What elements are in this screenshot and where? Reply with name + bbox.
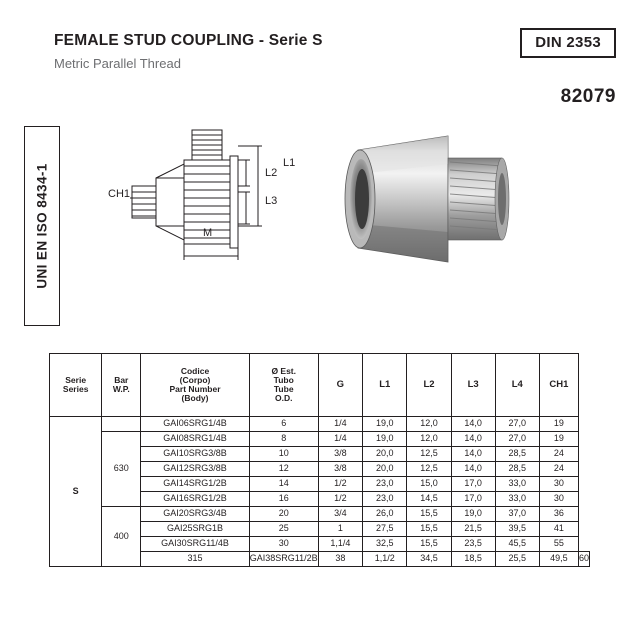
cell-od: 38 (318, 552, 362, 567)
cell-od: 16 (249, 492, 318, 507)
header-part-number: Codice (Corpo) Part Number (Body) (141, 354, 250, 417)
table-body (50, 417, 590, 567)
cell-g: 3/8 (318, 447, 362, 462)
cell-l1: 20,0 (363, 447, 407, 462)
cell-od: 8 (249, 432, 318, 447)
cell-l4: 27,0 (495, 432, 539, 447)
cell-l1: 23,0 (363, 492, 407, 507)
header-bar: Bar W.P. (102, 354, 141, 417)
standard-tab (24, 126, 60, 326)
cell-part-number: GAI10SRG3/8B (141, 447, 250, 462)
cell-l2: 12,0 (407, 432, 451, 447)
product-photo (330, 112, 530, 302)
product-code: 82079 (560, 86, 616, 107)
cell-g: 1/2 (318, 477, 362, 492)
cell-l2: 12,0 (407, 417, 451, 432)
page-subtitle: Metric Parallel Thread (54, 56, 181, 71)
cell-l3: 14,0 (451, 462, 495, 477)
label-ch1: CH1 (108, 188, 131, 200)
cell-ch1: 41 (539, 522, 578, 537)
cell-od: 6 (249, 417, 318, 432)
header-ch1: CH1 (539, 354, 578, 417)
cell-l2: 12,5 (407, 447, 451, 462)
spec-table-container (49, 353, 590, 567)
cell-l4: 33,0 (495, 492, 539, 507)
cell-g: 1,1/4 (318, 537, 362, 552)
cell-l3: 17,0 (451, 492, 495, 507)
header-series: Serie Series (50, 354, 102, 417)
cell-ch1: 60 (578, 552, 589, 567)
cell-l4: 39,5 (495, 522, 539, 537)
cell-ch1: 30 (539, 492, 578, 507)
cell-g: 1,1/2 (363, 552, 407, 567)
cell-part-number: GAI38SRG11/2B (249, 552, 318, 567)
cell-bar: 315 (141, 552, 250, 567)
header-l4: L4 (495, 354, 539, 417)
header-tube-od: Ø Est. Tubo Tube O.D. (249, 354, 318, 417)
cell-l1: 20,0 (363, 462, 407, 477)
cell-l3: 14,0 (451, 417, 495, 432)
label-l3: L3 (265, 195, 278, 207)
cell-ch1: 30 (539, 477, 578, 492)
cell-part-number: GAI12SRG3/8B (141, 462, 250, 477)
cell-ch1: 24 (539, 462, 578, 477)
table-row (50, 507, 590, 522)
cell-l1: 26,0 (363, 507, 407, 522)
cell-l3: 25,5 (495, 552, 539, 567)
cell-l4: 28,5 (495, 447, 539, 462)
cell-part-number: GAI25SRG1B (141, 522, 250, 537)
cell-l3: 23,5 (451, 537, 495, 552)
cell-l2: 14,5 (407, 492, 451, 507)
cell-l2: 15,5 (407, 507, 451, 522)
cell-l2: 18,5 (451, 552, 495, 567)
cell-od: 30 (249, 537, 318, 552)
cell-l4: 45,5 (495, 537, 539, 552)
cell-l4: 28,5 (495, 462, 539, 477)
cell-part-number: GAI14SRG1/2B (141, 477, 250, 492)
label-l1: L1 (283, 157, 296, 169)
cell-part-number: GAI30SRG11/4B (141, 537, 250, 552)
spec-table (49, 353, 590, 567)
cell-g: 1/4 (318, 417, 362, 432)
cell-l4: 27,0 (495, 417, 539, 432)
cell-od: 25 (249, 522, 318, 537)
cell-ch1: 55 (539, 537, 578, 552)
cell-l3: 19,0 (451, 507, 495, 522)
cell-od: 12 (249, 462, 318, 477)
cell-series: S (50, 417, 102, 567)
cell-od: 14 (249, 477, 318, 492)
technical-drawing (96, 120, 316, 300)
drawing-svg (96, 120, 316, 300)
cell-l2: 15,5 (407, 537, 451, 552)
cell-g: 1 (318, 522, 362, 537)
cell-g: 3/8 (318, 462, 362, 477)
label-m: M (203, 227, 213, 239)
cell-ch1: 24 (539, 447, 578, 462)
cell-part-number: GAI16SRG1/2B (141, 492, 250, 507)
cell-part-number: GAI08SRG1/4B (141, 432, 250, 447)
cell-l1: 19,0 (363, 417, 407, 432)
cell-ch1: 19 (539, 432, 578, 447)
header-l3: L3 (451, 354, 495, 417)
cell-l3: 14,0 (451, 447, 495, 462)
cell-l1: 32,5 (363, 537, 407, 552)
cell-g: 3/4 (318, 507, 362, 522)
cell-ch1: 19 (539, 417, 578, 432)
cell-l1: 27,5 (363, 522, 407, 537)
table-row (50, 417, 590, 432)
cell-od: 10 (249, 447, 318, 462)
cell-l3: 17,0 (451, 477, 495, 492)
cell-l1: 34,5 (407, 552, 451, 567)
cell-od: 20 (249, 507, 318, 522)
header-l2: L2 (407, 354, 451, 417)
label-l2: L2 (265, 167, 278, 179)
din-standard-badge: DIN 2353 (520, 28, 616, 58)
product-photo-svg (330, 112, 530, 302)
title-block (54, 32, 454, 71)
header-l1: L1 (363, 354, 407, 417)
cell-g: 1/4 (318, 432, 362, 447)
cell-l4: 37,0 (495, 507, 539, 522)
cell-part-number: GAI06SRG1/4B (141, 417, 250, 432)
cell-ch1: 36 (539, 507, 578, 522)
cell-bar (102, 417, 141, 432)
cell-l3: 21,5 (451, 522, 495, 537)
page-title: FEMALE STUD COUPLING - Serie S (54, 32, 323, 49)
cell-bar: 630 (102, 432, 141, 507)
standard-tab-label: UNI EN ISO 8434-1 (34, 163, 50, 289)
cell-g: 1/2 (318, 492, 362, 507)
cell-l3: 14,0 (451, 432, 495, 447)
cell-l2: 15,5 (407, 522, 451, 537)
table-row (50, 432, 590, 447)
cell-l4: 33,0 (495, 477, 539, 492)
table-header-row (50, 354, 590, 417)
cell-l1: 23,0 (363, 477, 407, 492)
cell-l4: 49,5 (539, 552, 578, 567)
cell-bar: 400 (102, 507, 141, 567)
header-g: G (318, 354, 362, 417)
cell-l2: 12,5 (407, 462, 451, 477)
cell-l2: 15,0 (407, 477, 451, 492)
cell-part-number: GAI20SRG3/4B (141, 507, 250, 522)
cell-l1: 19,0 (363, 432, 407, 447)
